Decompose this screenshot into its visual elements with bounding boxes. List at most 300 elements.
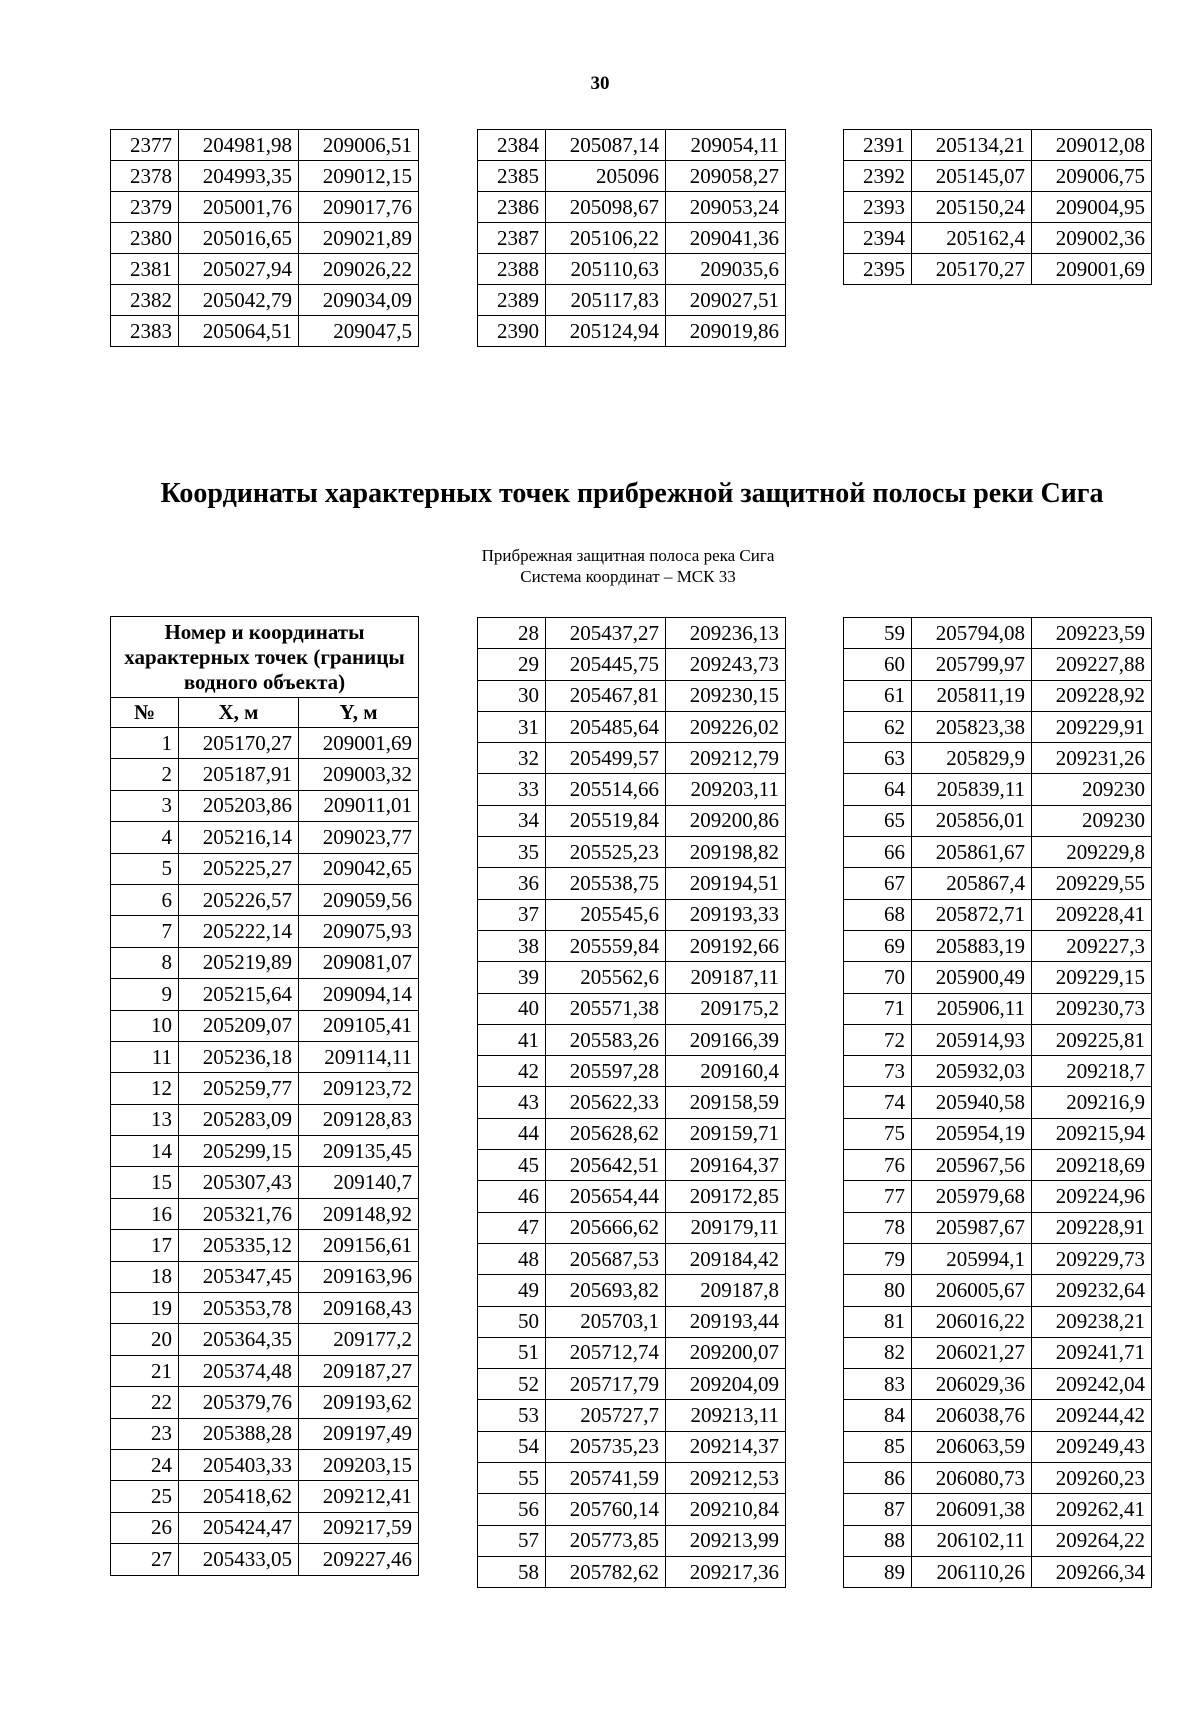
y-coordinate: 209034,09 — [299, 285, 419, 316]
y-coordinate: 209230,73 — [1032, 993, 1152, 1024]
y-coordinate: 209172,85 — [666, 1181, 786, 1212]
table-row — [478, 649, 786, 680]
y-coordinate: 209194,51 — [666, 868, 786, 899]
point-number: 2389 — [478, 285, 546, 316]
column-header-number: № — [111, 698, 179, 728]
point-number: 18 — [111, 1261, 179, 1292]
point-number: 50 — [478, 1306, 546, 1337]
table-row — [111, 254, 419, 285]
y-coordinate: 209021,89 — [299, 223, 419, 254]
x-coordinate: 205170,27 — [179, 728, 299, 759]
x-coordinate: 205307,43 — [179, 1167, 299, 1198]
point-number: 81 — [844, 1306, 912, 1337]
table-row — [478, 1181, 786, 1212]
y-coordinate: 209242,04 — [1032, 1369, 1152, 1400]
table-row — [844, 1150, 1152, 1181]
x-coordinate: 205299,15 — [179, 1136, 299, 1167]
table-row — [111, 1512, 419, 1543]
point-number: 59 — [844, 618, 912, 649]
table-row — [478, 1337, 786, 1368]
x-coordinate: 205773,85 — [546, 1525, 666, 1556]
y-coordinate: 209003,32 — [299, 759, 419, 790]
x-coordinate: 205236,18 — [179, 1041, 299, 1072]
document-title: Координаты характерных точек прибрежной защитной полосы реки Сига — [160, 478, 1104, 509]
point-number: 39 — [478, 962, 546, 993]
table-row — [478, 316, 786, 347]
table-row — [844, 192, 1152, 223]
y-coordinate: 209054,11 — [666, 130, 786, 161]
point-number: 19 — [111, 1293, 179, 1324]
y-coordinate: 209002,36 — [1032, 223, 1152, 254]
x-coordinate: 205811,19 — [912, 680, 1032, 711]
point-number: 2387 — [478, 223, 546, 254]
point-number: 2393 — [844, 192, 912, 223]
table-row — [844, 649, 1152, 680]
y-coordinate: 209042,65 — [299, 853, 419, 884]
y-coordinate: 209229,8 — [1032, 837, 1152, 868]
table-row — [844, 1431, 1152, 1462]
table-row — [111, 1324, 419, 1355]
x-coordinate: 205823,38 — [912, 711, 1032, 742]
y-coordinate: 209105,41 — [299, 1010, 419, 1041]
table-row — [111, 1230, 419, 1261]
y-coordinate: 209224,96 — [1032, 1181, 1152, 1212]
y-coordinate: 209214,37 — [666, 1431, 786, 1462]
table-row — [844, 868, 1152, 899]
point-number: 2382 — [111, 285, 179, 316]
point-number: 88 — [844, 1525, 912, 1556]
point-number: 8 — [111, 947, 179, 978]
point-number: 47 — [478, 1212, 546, 1243]
point-number: 15 — [111, 1167, 179, 1198]
point-number: 30 — [478, 680, 546, 711]
y-coordinate: 209006,51 — [299, 130, 419, 161]
point-number: 63 — [844, 743, 912, 774]
y-coordinate: 209027,51 — [666, 285, 786, 316]
y-coordinate: 209123,72 — [299, 1073, 419, 1104]
point-number: 40 — [478, 993, 546, 1024]
table-row — [478, 743, 786, 774]
table-row — [844, 1275, 1152, 1306]
top-coordinates-table-2 — [477, 129, 786, 347]
y-coordinate: 209200,86 — [666, 805, 786, 836]
x-coordinate: 205219,89 — [179, 947, 299, 978]
x-coordinate: 206091,38 — [912, 1494, 1032, 1525]
table-row — [478, 1306, 786, 1337]
table-row — [111, 285, 419, 316]
x-coordinate: 205693,82 — [546, 1275, 666, 1306]
x-coordinate: 205353,78 — [179, 1293, 299, 1324]
x-coordinate: 205794,08 — [912, 618, 1032, 649]
x-coordinate: 205001,76 — [179, 192, 299, 223]
y-coordinate: 209218,69 — [1032, 1150, 1152, 1181]
table-row — [844, 618, 1152, 649]
y-coordinate: 209213,11 — [666, 1400, 786, 1431]
point-number: 73 — [844, 1056, 912, 1087]
subtitle-coordinate-system: Система координат – МСК 33 — [520, 567, 736, 586]
x-coordinate: 205096 — [546, 161, 666, 192]
x-coordinate: 205872,71 — [912, 899, 1032, 930]
x-coordinate: 205932,03 — [912, 1056, 1032, 1087]
table-row — [844, 711, 1152, 742]
column-header-y: Y, м — [299, 698, 419, 728]
x-coordinate: 205467,81 — [546, 680, 666, 711]
table-row — [478, 161, 786, 192]
y-coordinate: 209187,11 — [666, 962, 786, 993]
y-coordinate: 209140,7 — [299, 1167, 419, 1198]
y-coordinate: 209023,77 — [299, 822, 419, 853]
x-coordinate: 205433,05 — [179, 1544, 299, 1575]
x-coordinate: 205209,07 — [179, 1010, 299, 1041]
point-number: 71 — [844, 993, 912, 1024]
table-row — [478, 1494, 786, 1525]
table-row — [478, 1243, 786, 1274]
table-row — [111, 1198, 419, 1229]
table-row — [111, 1449, 419, 1480]
x-coordinate: 205203,86 — [179, 790, 299, 821]
point-number: 2377 — [111, 130, 179, 161]
y-coordinate: 209012,15 — [299, 161, 419, 192]
x-coordinate: 205519,84 — [546, 805, 666, 836]
table-row — [844, 1556, 1152, 1587]
x-coordinate: 205994,1 — [912, 1243, 1032, 1274]
table-row — [478, 254, 786, 285]
y-coordinate: 209229,15 — [1032, 962, 1152, 993]
table-row — [844, 930, 1152, 961]
y-coordinate: 209094,14 — [299, 979, 419, 1010]
x-coordinate: 205987,67 — [912, 1212, 1032, 1243]
table-row — [478, 1024, 786, 1055]
x-coordinate: 206080,73 — [912, 1463, 1032, 1494]
point-number: 2384 — [478, 130, 546, 161]
x-coordinate: 205321,76 — [179, 1198, 299, 1229]
point-number: 85 — [844, 1431, 912, 1462]
point-number: 13 — [111, 1104, 179, 1135]
point-number: 23 — [111, 1418, 179, 1449]
table-row — [111, 1104, 419, 1135]
table-row — [844, 774, 1152, 805]
table-row — [478, 868, 786, 899]
x-coordinate: 205106,22 — [546, 223, 666, 254]
y-coordinate: 209203,15 — [299, 1449, 419, 1480]
y-coordinate: 209163,96 — [299, 1261, 419, 1292]
x-coordinate: 205654,44 — [546, 1181, 666, 1212]
point-number: 57 — [478, 1525, 546, 1556]
x-coordinate: 205782,62 — [546, 1556, 666, 1587]
table-row — [844, 1463, 1152, 1494]
x-coordinate: 205856,01 — [912, 805, 1032, 836]
x-coordinate: 206110,26 — [912, 1556, 1032, 1587]
y-coordinate: 209017,76 — [299, 192, 419, 223]
point-number: 2378 — [111, 161, 179, 192]
table-row — [478, 618, 786, 649]
x-coordinate: 205562,6 — [546, 962, 666, 993]
y-coordinate: 209114,11 — [299, 1041, 419, 1072]
y-coordinate: 209047,5 — [299, 316, 419, 347]
table-row — [111, 1355, 419, 1386]
y-coordinate: 209218,7 — [1032, 1056, 1152, 1087]
point-number: 2386 — [478, 192, 546, 223]
point-number: 56 — [478, 1494, 546, 1525]
y-coordinate: 209212,79 — [666, 743, 786, 774]
point-number: 62 — [844, 711, 912, 742]
y-coordinate: 209230 — [1032, 805, 1152, 836]
x-coordinate: 205525,23 — [546, 837, 666, 868]
x-coordinate: 205485,64 — [546, 711, 666, 742]
x-coordinate: 205514,66 — [546, 774, 666, 805]
table-row — [111, 884, 419, 915]
table-row — [844, 1525, 1152, 1556]
column-header-x: X, м — [179, 698, 299, 728]
point-number: 2388 — [478, 254, 546, 285]
point-number: 70 — [844, 962, 912, 993]
y-coordinate: 209232,64 — [1032, 1275, 1152, 1306]
x-coordinate: 205954,19 — [912, 1118, 1032, 1149]
point-number: 43 — [478, 1087, 546, 1118]
point-number: 2379 — [111, 192, 179, 223]
point-number: 82 — [844, 1337, 912, 1368]
point-number: 27 — [111, 1544, 179, 1575]
point-number: 41 — [478, 1024, 546, 1055]
table-row — [111, 1261, 419, 1292]
x-coordinate: 205906,11 — [912, 993, 1032, 1024]
y-coordinate: 209081,07 — [299, 947, 419, 978]
top-coordinates-table-3 — [843, 129, 1152, 285]
x-coordinate: 206038,76 — [912, 1400, 1032, 1431]
point-number: 48 — [478, 1243, 546, 1274]
point-number: 7 — [111, 916, 179, 947]
y-coordinate: 209227,88 — [1032, 649, 1152, 680]
y-coordinate: 209249,43 — [1032, 1431, 1152, 1462]
y-coordinate: 209053,24 — [666, 192, 786, 223]
point-number: 52 — [478, 1369, 546, 1400]
point-number: 28 — [478, 618, 546, 649]
table-row — [478, 1525, 786, 1556]
x-coordinate: 205538,75 — [546, 868, 666, 899]
table-row — [111, 1136, 419, 1167]
table-row — [478, 774, 786, 805]
point-number: 67 — [844, 868, 912, 899]
point-number: 44 — [478, 1118, 546, 1149]
y-coordinate: 209041,36 — [666, 223, 786, 254]
point-number: 29 — [478, 649, 546, 680]
y-coordinate: 209217,36 — [666, 1556, 786, 1587]
table-row — [111, 1544, 419, 1575]
y-coordinate: 209227,3 — [1032, 930, 1152, 961]
x-coordinate: 205403,33 — [179, 1449, 299, 1480]
y-coordinate: 209059,56 — [299, 884, 419, 915]
point-number: 89 — [844, 1556, 912, 1587]
point-number: 33 — [478, 774, 546, 805]
x-coordinate: 205712,74 — [546, 1337, 666, 1368]
y-coordinate: 209001,69 — [1032, 254, 1152, 285]
point-number: 72 — [844, 1024, 912, 1055]
table-row — [844, 1024, 1152, 1055]
y-coordinate: 209241,71 — [1032, 1337, 1152, 1368]
y-coordinate: 209179,11 — [666, 1212, 786, 1243]
y-coordinate: 209075,93 — [299, 916, 419, 947]
table-row — [478, 1118, 786, 1149]
y-coordinate: 209184,42 — [666, 1243, 786, 1274]
x-coordinate: 205335,12 — [179, 1230, 299, 1261]
table-row — [478, 192, 786, 223]
point-number: 61 — [844, 680, 912, 711]
point-number: 35 — [478, 837, 546, 868]
table-row — [844, 161, 1152, 192]
y-coordinate: 209213,99 — [666, 1525, 786, 1556]
x-coordinate: 205703,1 — [546, 1306, 666, 1337]
x-coordinate: 205187,91 — [179, 759, 299, 790]
y-coordinate: 209216,9 — [1032, 1087, 1152, 1118]
x-coordinate: 205016,65 — [179, 223, 299, 254]
table-row — [844, 680, 1152, 711]
table-row — [844, 1243, 1152, 1274]
x-coordinate: 205900,49 — [912, 962, 1032, 993]
table-row — [844, 899, 1152, 930]
x-coordinate: 205642,51 — [546, 1150, 666, 1181]
x-coordinate: 206063,59 — [912, 1431, 1032, 1462]
point-number: 84 — [844, 1400, 912, 1431]
table-row — [478, 1400, 786, 1431]
y-coordinate: 209193,62 — [299, 1387, 419, 1418]
table-row — [111, 979, 419, 1010]
point-number: 55 — [478, 1463, 546, 1494]
point-number: 45 — [478, 1150, 546, 1181]
x-coordinate: 205839,11 — [912, 774, 1032, 805]
y-coordinate: 209012,08 — [1032, 130, 1152, 161]
x-coordinate: 205117,83 — [546, 285, 666, 316]
x-coordinate: 205162,4 — [912, 223, 1032, 254]
y-coordinate: 209238,21 — [1032, 1306, 1152, 1337]
table-row — [111, 192, 419, 223]
x-coordinate: 205571,38 — [546, 993, 666, 1024]
y-coordinate: 209193,33 — [666, 899, 786, 930]
x-coordinate: 205216,14 — [179, 822, 299, 853]
x-coordinate: 205222,14 — [179, 916, 299, 947]
point-number: 2390 — [478, 316, 546, 347]
table-row — [111, 728, 419, 759]
point-number: 2 — [111, 759, 179, 790]
x-coordinate: 205597,28 — [546, 1056, 666, 1087]
y-coordinate: 209148,92 — [299, 1198, 419, 1229]
point-number: 26 — [111, 1512, 179, 1543]
table-row — [844, 1056, 1152, 1087]
x-coordinate: 206005,67 — [912, 1275, 1032, 1306]
x-coordinate: 205283,09 — [179, 1104, 299, 1135]
main-coordinates-table-3 — [843, 617, 1152, 1588]
table-row — [111, 1073, 419, 1104]
point-number: 69 — [844, 930, 912, 961]
table-row — [478, 711, 786, 742]
y-coordinate: 209135,45 — [299, 1136, 419, 1167]
table-row — [844, 1337, 1152, 1368]
point-number: 2392 — [844, 161, 912, 192]
x-coordinate: 205064,51 — [179, 316, 299, 347]
x-coordinate: 206029,36 — [912, 1369, 1032, 1400]
x-coordinate: 205914,93 — [912, 1024, 1032, 1055]
table-row — [478, 1431, 786, 1462]
point-number: 10 — [111, 1010, 179, 1041]
y-coordinate: 209231,26 — [1032, 743, 1152, 774]
x-coordinate: 205666,62 — [546, 1212, 666, 1243]
point-number: 6 — [111, 884, 179, 915]
table-row — [111, 822, 419, 853]
y-coordinate: 209229,91 — [1032, 711, 1152, 742]
table-row — [478, 1150, 786, 1181]
y-coordinate: 209164,37 — [666, 1150, 786, 1181]
point-number: 38 — [478, 930, 546, 961]
y-coordinate: 209159,71 — [666, 1118, 786, 1149]
y-coordinate: 209187,27 — [299, 1355, 419, 1386]
table-row — [844, 254, 1152, 285]
table-row — [844, 1369, 1152, 1400]
table-row — [478, 1556, 786, 1587]
point-number: 54 — [478, 1431, 546, 1462]
x-coordinate: 205170,27 — [912, 254, 1032, 285]
table-row — [111, 161, 419, 192]
main-coordinates-table-1 — [110, 616, 419, 1576]
x-coordinate: 205799,97 — [912, 649, 1032, 680]
subtitle-object: Прибрежная защитная полоса река Сига — [481, 546, 775, 565]
table-row — [844, 1118, 1152, 1149]
point-number: 75 — [844, 1118, 912, 1149]
y-coordinate: 209228,92 — [1032, 680, 1152, 711]
x-coordinate: 205124,94 — [546, 316, 666, 347]
table-row — [478, 1275, 786, 1306]
table-row — [844, 743, 1152, 774]
table-row — [478, 1463, 786, 1494]
point-number: 76 — [844, 1150, 912, 1181]
x-coordinate: 205437,27 — [546, 618, 666, 649]
point-number: 77 — [844, 1181, 912, 1212]
point-number: 25 — [111, 1481, 179, 1512]
point-number: 12 — [111, 1073, 179, 1104]
table-row — [844, 1494, 1152, 1525]
point-number: 58 — [478, 1556, 546, 1587]
point-number: 2383 — [111, 316, 179, 347]
y-coordinate: 209266,34 — [1032, 1556, 1152, 1587]
y-coordinate: 209212,41 — [299, 1481, 419, 1512]
table-row — [478, 837, 786, 868]
y-coordinate: 209230 — [1032, 774, 1152, 805]
point-number: 32 — [478, 743, 546, 774]
y-coordinate: 209243,73 — [666, 649, 786, 680]
point-number: 3 — [111, 790, 179, 821]
table-row — [844, 1087, 1152, 1118]
point-number: 2395 — [844, 254, 912, 285]
point-number: 78 — [844, 1212, 912, 1243]
point-number: 20 — [111, 1324, 179, 1355]
table-row — [111, 1418, 419, 1449]
x-coordinate: 205098,67 — [546, 192, 666, 223]
y-coordinate: 209198,82 — [666, 837, 786, 868]
table-row — [111, 1387, 419, 1418]
x-coordinate: 205145,07 — [912, 161, 1032, 192]
y-coordinate: 209156,61 — [299, 1230, 419, 1261]
table-row — [111, 916, 419, 947]
table-row — [111, 1293, 419, 1324]
y-coordinate: 209158,59 — [666, 1087, 786, 1118]
point-number: 2381 — [111, 254, 179, 285]
table-group-header: Номер и координаты характерных точек (границы водного объекта) — [111, 617, 419, 698]
y-coordinate: 209006,75 — [1032, 161, 1152, 192]
table-row — [478, 805, 786, 836]
table-row — [478, 930, 786, 961]
table-row — [844, 1400, 1152, 1431]
x-coordinate: 206102,11 — [912, 1525, 1032, 1556]
point-number: 60 — [844, 649, 912, 680]
y-coordinate: 209193,44 — [666, 1306, 786, 1337]
